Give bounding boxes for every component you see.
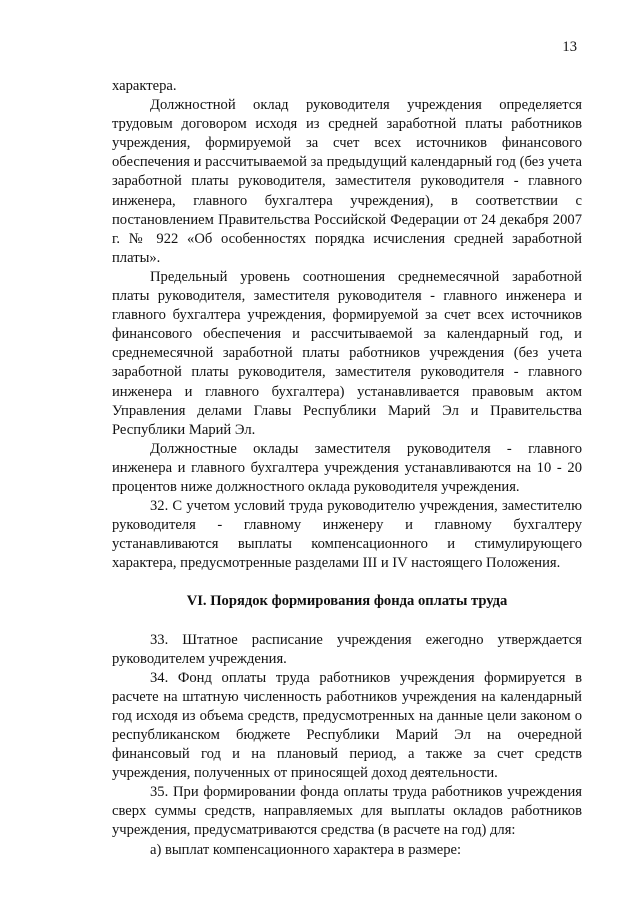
- paragraph-deputy-salaries: Должностные оклады заместителя руководителя - главного инженера и главного бухгалтера учреждения устанавливаются на 10 - 20 процентов ниже должностного оклада руководителя учреждения.: [112, 440, 582, 495]
- paragraph-salary-director: Должностной оклад руководителя учреждения определяется трудовым договором исходя из средней заработной платы работников учреждения, формируемой за счет всех источников финансового обеспечения и рассчитываемой за предыдущий календарный год (без учета заработной платы руководителя, заместителя руководителя - главного инженера, главного бухгалтера учреждения), в соответствии с постановлением Правительства Российской Федерации от 24 декабря 2007 г. № 922 «Об особенностях порядка исчисления средней заработной платы».: [112, 97, 582, 266]
- section-heading: VI. Порядок формирования фонда оплаты труда: [186, 593, 508, 610]
- paragraph-item-a: а) выплат компенсационного характера в размере:: [150, 841, 462, 858]
- spacer: [112, 573, 582, 592]
- paragraph-item-32: 32. С учетом условий труда руководителю учреждения, заместителю руководителя - главному инженеру и главному бухгалтеру устанавливаются выплаты компенсационного и стимулирующего характера, предусмотренные разделами III и IV настоящего Положения.: [112, 498, 582, 572]
- paragraph-item-33: 33. Штатное расписание учреждения ежегодно утверждается руководителем учреждения.: [112, 631, 582, 667]
- page-number: 13: [562, 39, 577, 55]
- paragraph-item-34: 34. Фонд оплаты труда работников учреждения формируется в расчете на штатную численность работников учреждения на календарный год исходя из объема средств, предусмотренных на данные цели законом о республиканском бюджете Республики Марий Эл на очередной финансовый год и на плановый период, а также за счет средств учреждения, полученных от приносящей доход деятельности.: [112, 669, 582, 782]
- spacer: [112, 612, 582, 631]
- document-body: [112, 77, 582, 860]
- paragraph-continuation: характера.: [112, 78, 177, 94]
- paragraph-salary-ratio: Предельный уровень соотношения среднемесячной заработной платы руководителя, заместителя руководителя - главного инженера и главного бухгалтера учреждения, формируемой за счет всех источников финансового обеспечения и рассчитываемой за календарный год, и среднемесячной заработной платы работников учреждения (без учета заработной платы руководителя, заместителя руководителя - главного инженера и главного бухгалтера) устанавливается правовым актом Управления делами Главы Республики Марий Эл и Правительства Республики Марий Эл.: [112, 268, 582, 438]
- paragraph-item-35: 35. При формировании фонда оплаты труда работников учреждения сверх суммы средств, направляемых для выплаты окладов работников учреждения, предусматриваются средства (в расчете на год) для:: [112, 784, 582, 839]
